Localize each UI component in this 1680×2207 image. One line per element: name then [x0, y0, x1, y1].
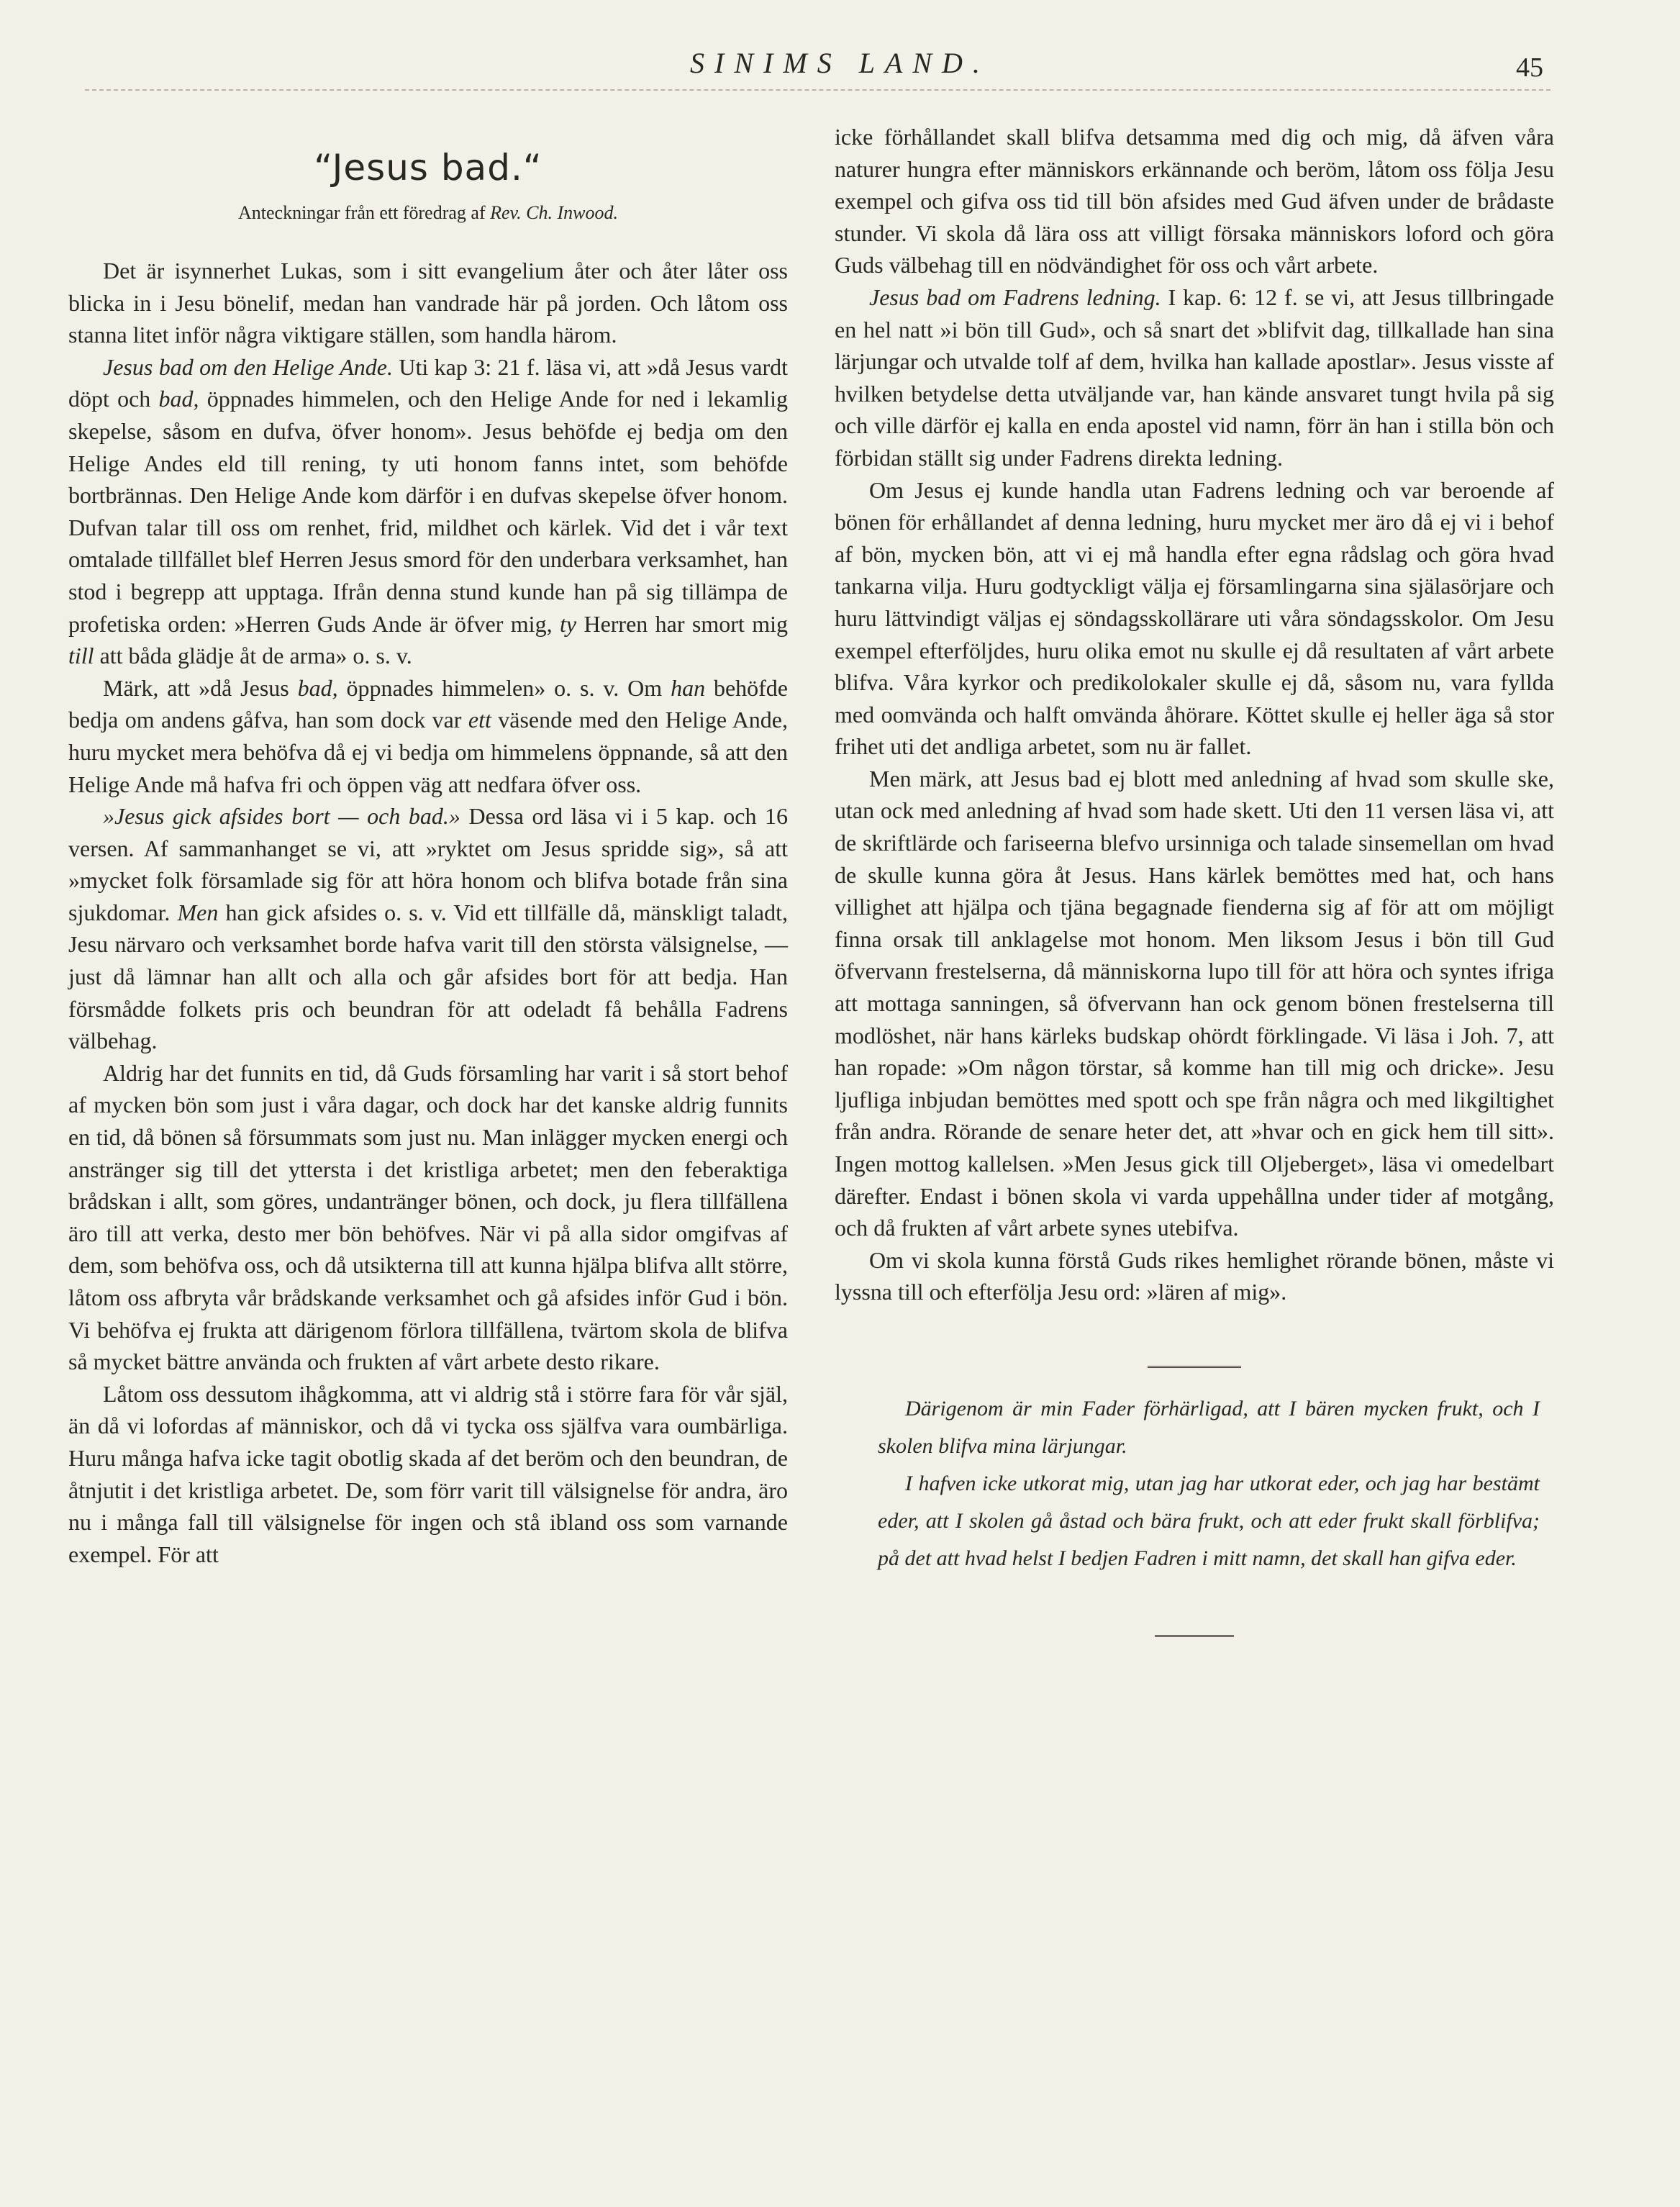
- ornament-divider: [835, 1353, 1554, 1376]
- byline-author: Rev. Ch. Inwood.: [490, 202, 618, 223]
- left-column: [68, 121, 788, 1570]
- header-rule: [85, 89, 1550, 91]
- byline-prefix: Anteckningar från ett föredrag af: [238, 202, 486, 223]
- paragraph: Aldrig har det funnits en tid, då Guds församling har varit i så stort behof af mycken bön som just i våra dagar, och dock har det kanske aldrig funnits en tid, då bönen så försummats som just nu. Man inlägger mycken energi och anstränger sig till det yttersta i det kristliga arbetet; men den feberaktiga brådskan i allt, som göres, undantränger bönen, och dock, ju flera tillfällena äro till att verka, desto mer bön behöfves. När vi på alla sidor omgifvas af dem, som behöfva oss, och då utsikterna till att kunna hjälpa blifva allt större, låtom oss afbryta vår brådskande verksamhet och gå afsides inför Gud i bön. Vi behöfva ej frukta att därigenom förlora tillfällena, tvärtom skola de blifva så mycket bättre använda och frukten af vårt arbete desto rikare.: [68, 1059, 788, 1375]
- paragraph: Det är isynnerhet Lukas, som i sitt evangelium åter och åter låter oss blicka in i Jesu bönelif, medan han vandrade här på jorden. Och låtom oss stanna litet inför några viktigare ställen, som handla härom.: [68, 258, 788, 348]
- section-heading: Jesus bad om den Helige Ande.: [103, 353, 394, 380]
- article-title: “Jesus bad.“: [314, 147, 542, 189]
- paragraph: Jesus bad om den Helige Ande. Uti kap 3: 21 f. läsa vi, att »då Jesus vardt döpt och bad, öppnades himmelen, och den Helige Ande for ned i lekamlig skepelse, såsom en dufva, öfver honom». Jesus behöfde ej bedja om den Helige Andes eld till rening, ty uti honom fanns intet, som behöfde bortbrännas. Den Helige Ande kom därför i en dufvas skepelse öfver honom. Dufvan talar till oss om renhet, frid, mildhet och kärlek. Vid det i vår text omtalade tillfället blef Herren Jesus smord för den underbara verksamhet, han stod i begrepp att upptaga. Ifrån denna stund kunde han på sig tillämpa de profetiska orden: »Herren Guds Ande är öfver mig, ty Herren har smort mig till att båda glädje åt de arma» o. s. v.: [68, 353, 789, 669]
- section-heading: »Jesus gick afsides bort — och bad.»: [103, 803, 460, 830]
- paragraph: Låtom oss dessutom ihågkomma, att vi aldrig stå i större fara för vår själ, än då vi lofordas af människor, och då vi tycka oss själfva vara oumbärliga. Huru många hafva icke tagit obotlig skada af det beröm och den beundran, de åtnjutit i det kristliga arbetet. De, som förr varit till välsignelse för andra, äro nu i många fall till välsignelse för ingen och stå ibland oss som varnande exempel. För att: [68, 1380, 788, 1567]
- ornament-divider: [835, 1622, 1554, 1645]
- quote-paragraph: Därigenom är min Fader förhärligad, att I bären mycken frukt, och I skolen blifva mina lärjungar.: [878, 1396, 1540, 1458]
- section-heading: Jesus bad om Fadrens ledning.: [869, 284, 1161, 310]
- paragraph: Om Jesus ej kunde handla utan Fadrens ledning och var beroende af bönen för erhållandet af denna ledning, huru mycket mer äro då ej vi i behof af bön, mycken bön, att vi ej må handla efter egna rådslag och göra hvad tankarna vilja. Huru godtyckligt välja ej församlingarna sina själasörjare och huru lättvindigt väljas ej söndagsskollärare uti våra söndagsskolor. Om Jesu exempel efterföljdes, huru olika emot nu skulle ej då resultaten af vårt arbete blifva. Våra kyrkor och predikolokaler skulle ej då, såsom nu, vara fyllda med oomvända och halft omvända åhörare. Köttet skulle ej heller äga så stor frihet uti det andliga arbetet, som nu är fallet.: [835, 476, 1554, 760]
- paragraph: Men märk, att Jesus bad ej blott med anledning af hvad som skulle ske, utan ock med anledning af hvad som hade skett. Uti den 11 versen läsa vi, att de skriftlärde och fariseerna blefvo ursinniga och talade sinsemellan om hvad de skulle kunna göra åt Jesus. Hans kärlek bemöttes med hat, och hans villighet att hjälpa och tjäna begagnade fienderna sig af för att om möjligt finna orsak till anklagelse mot honom. Men liksom Jesus i bön till Gud öfvervann frestelserna, då människorna lupo till för att höra och syntes ifriga att mottaga sanningen, så öfvervann han ock genom bönen frestelserna till modlöshet, när hans kärleks budskap ohördt förklingade. Vi läsa i Joh. 7, att han ropade: »Om någon törstar, så komme han till mig och dricke». Jesu ljufliga inbjudan bemöttes med spott och spe från några och med likgiltighet från andra. Rörande de senare heter det, att »hvar och en gick hem till sitt». Ingen mottog kallelsen. »Men Jesus gick till Oljeberget», läsa vi omedelbart därefter. Endast i bönen skola vi varda uppehållna under tider af motgång, och då frukten af vårt arbete synes utebifva.: [835, 765, 1554, 1241]
- paragraph: Om vi skola kunna förstå Guds rikes hemlighet rörande bönen, måste vi lyssna till och efterfölja Jesu ord: »lären af mig».: [835, 1246, 1554, 1305]
- paragraph: »Jesus gick afsides bort — och bad.» Dessa ord läsa vi i 5 kap. och 16 versen. Af sammanhanget se vi, att »ryktet om Jesus spridde sig», så att »mycket folk församlade sig för att höra honom och blifva botade från sina sjukdomar. Men han gick afsides o. s. v. Vid ett tillfälle då, mänskligt taladt, Jesu närvaro och verksamhet borde hafva varit till den största välsignelse, — just då lämnar han allt och alla och går afsides bort för att bedja. Han försmådde folkets pris och beundran för att odeladt få behålla Fadrens välbehag.: [68, 803, 789, 1054]
- paragraph: Märk, att »då Jesus bad, öppnades himmelen» o. s. v. Om han behöfde bedja om andens gåfva, han som dock var ett väsende med den Helige Ande, huru mycket mera behöfva då ej vi bedja om himmelens öppnande, så att den Helige Ande må hafva fri och öppen väg att nedfara öfver oss.: [68, 674, 789, 797]
- bible-quote: [835, 1390, 1554, 1577]
- running-title: SINIMS LAND.: [690, 47, 990, 79]
- quote-paragraph: I hafven icke utkorat mig, utan jag har utkorat eder, och jag har bestämt eder, att I skolen gå åstad och bära frukt, och att eder frukt skall förblifva; på det att hvad helst I bedjen Fadren i mitt namn, det skall han gifva eder.: [878, 1471, 1540, 1570]
- article-byline: [68, 199, 788, 227]
- page-header: [0, 43, 1680, 94]
- paragraph: icke förhållandet skall blifva detsamma med dig och mig, då äfven våra naturer hungra efter människors erkännande och beröm, låtom oss följa Jesu exempel och gifva oss tid till bön afsides med Gud äfven under de brådaste stunder. Vi skola då lära oss att villigt försaka människors loford och göra Guds välbehag till en nödvändighet för oss och vårt arbete.: [835, 124, 1554, 278]
- paragraph: Jesus bad om Fadrens ledning. I kap. 6: 12 f. se vi, att Jesus tillbringade en hel natt »i bön till Gud», och så snart det »blifvit dag, tillkallade han sina lärjungar och utvalde tolf af dem, hvilka han kallade apostlar». Jesus visste af hvilken betydelse detta utväljande var, han kände ansvaret tungt hvila på sig och ville därför ej kalla en enda apostel vid namn, förr än han i stilla bön och förbidan ställt sig under Fadrens direkta ledning.: [835, 284, 1555, 471]
- right-column: [835, 121, 1554, 1659]
- page-number: 45: [1516, 53, 1543, 83]
